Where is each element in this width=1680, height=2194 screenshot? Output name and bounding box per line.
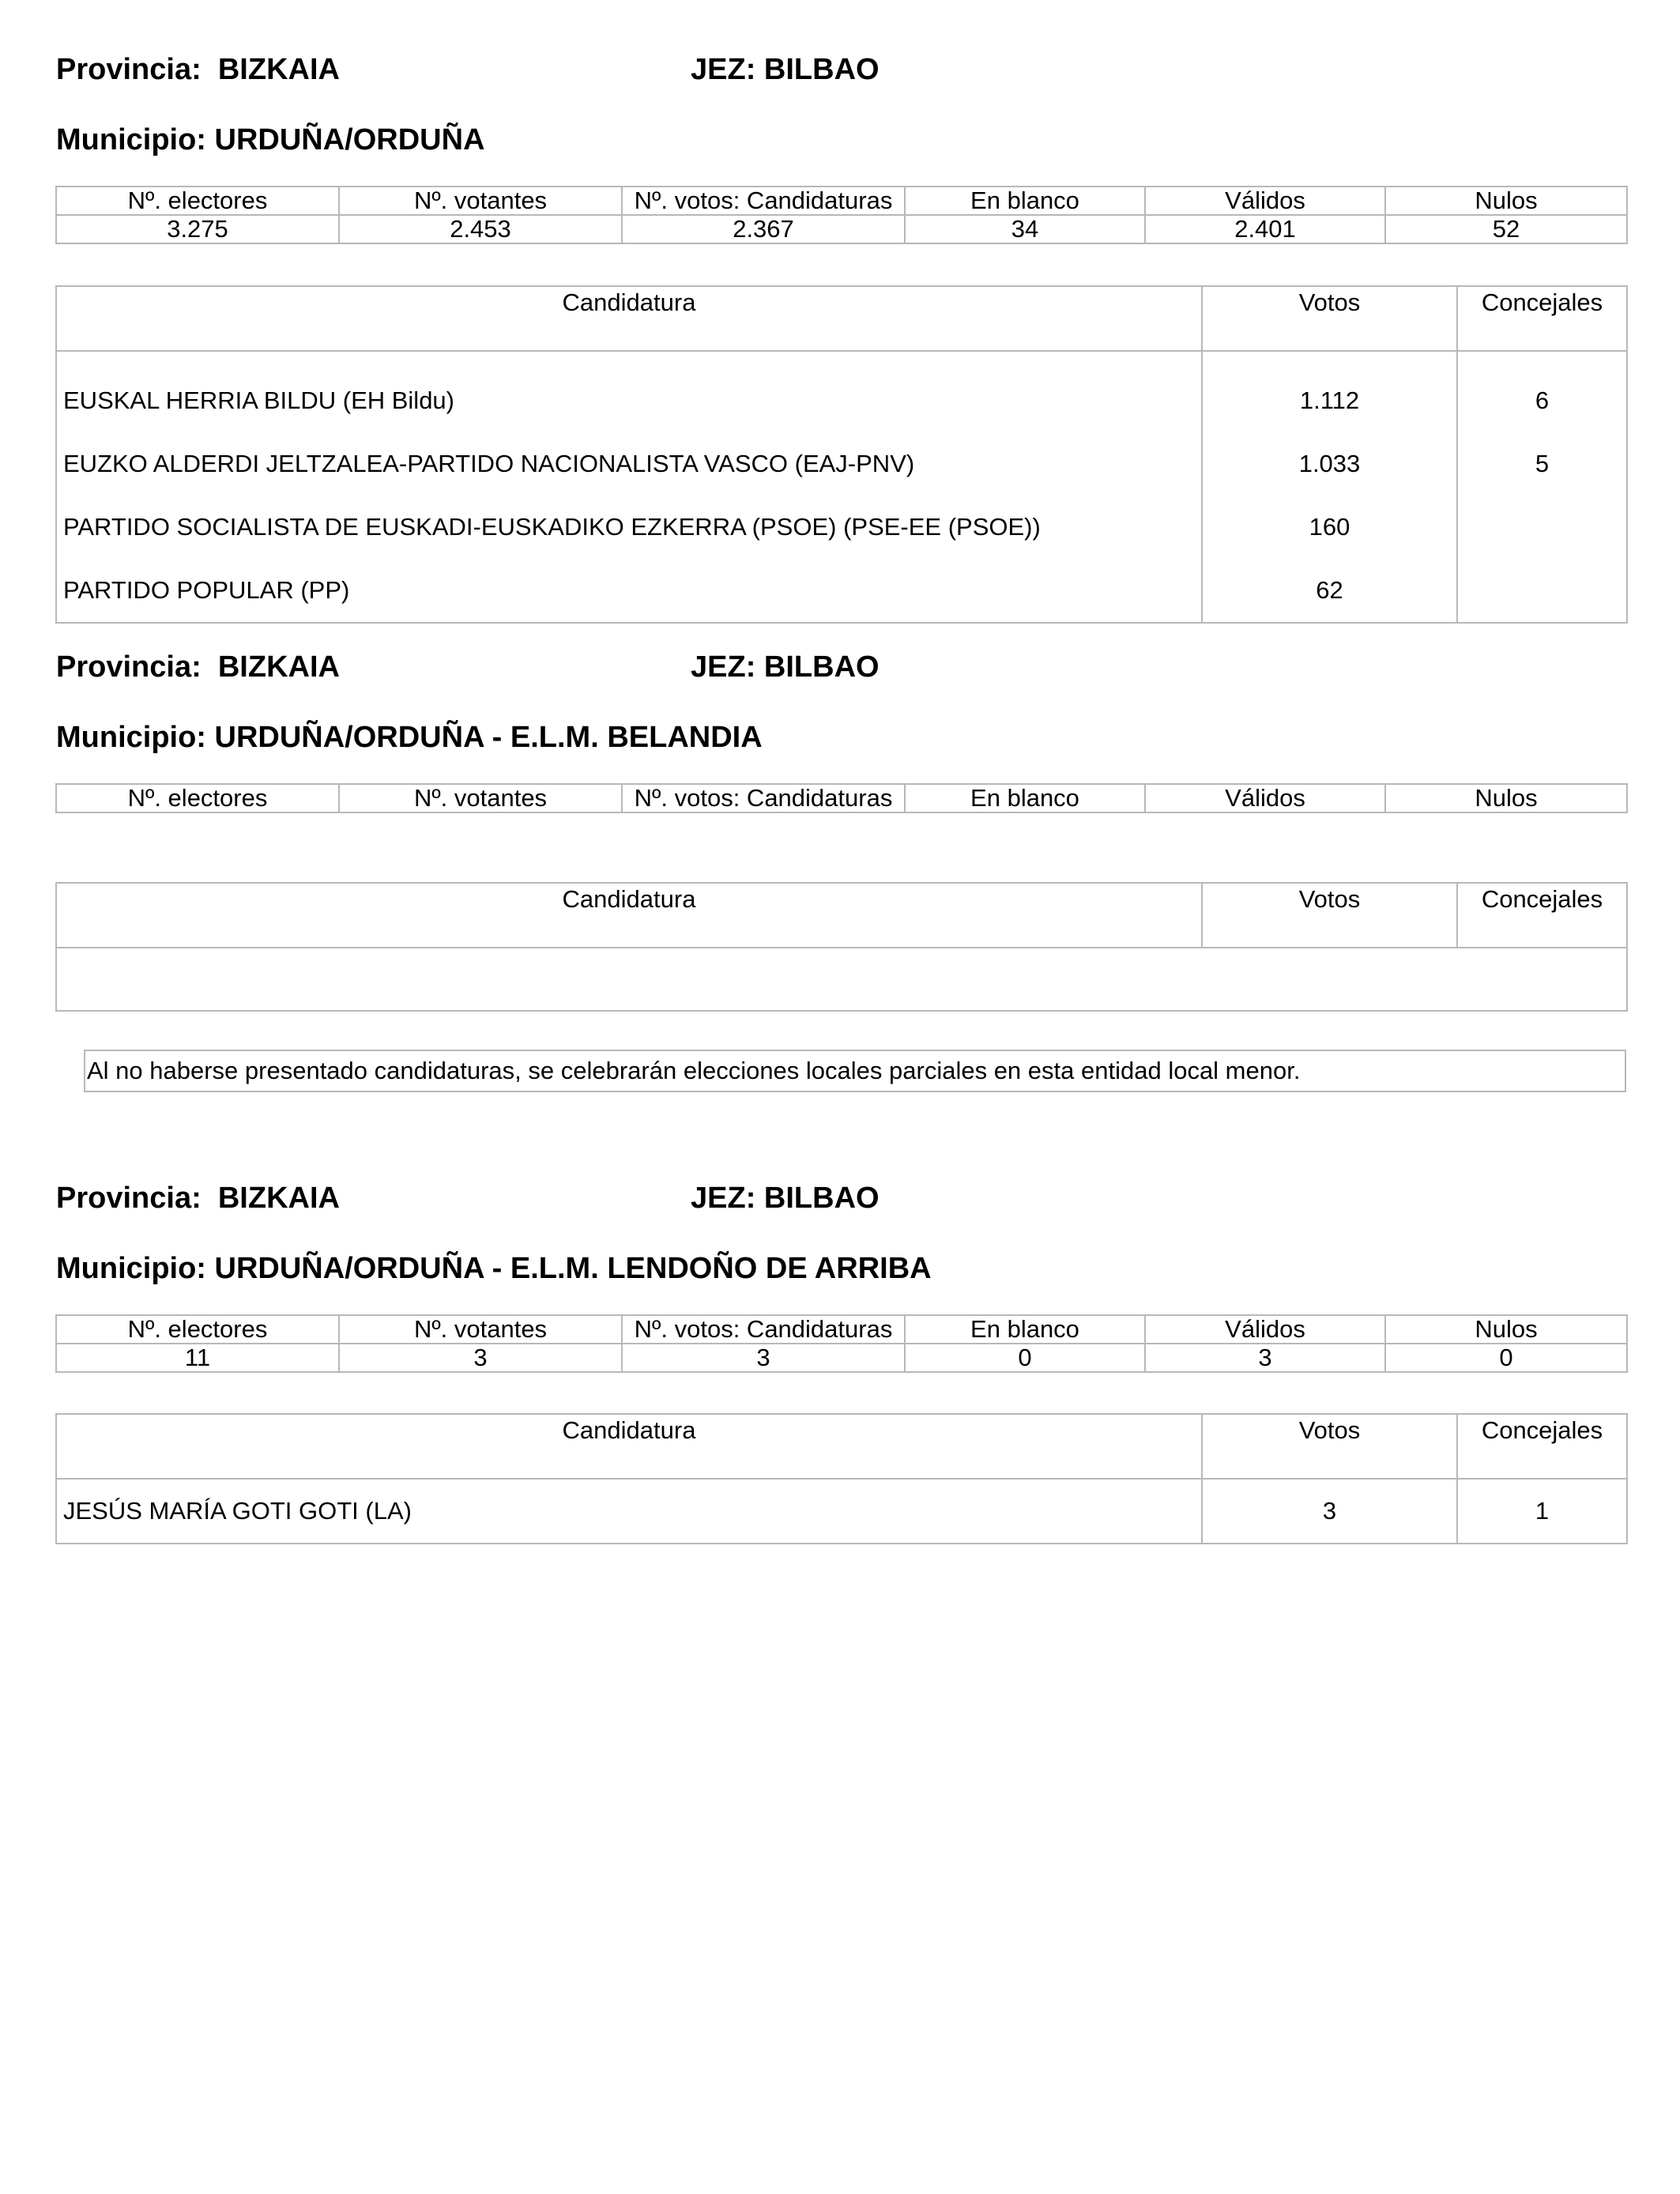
candidatura-name: PARTIDO POPULAR (PP) [56, 559, 1202, 623]
candidatura-concejales: 1 [1457, 1479, 1627, 1544]
candidatura-concejales: 6 [1457, 351, 1627, 432]
empty-cell [56, 948, 1627, 1011]
stats-header-en-blanco: En blanco [905, 784, 1145, 812]
stats-value-row [56, 1344, 1627, 1372]
stats-en-blanco: 34 [905, 215, 1145, 243]
table-row [56, 1479, 1627, 1544]
municipio-value: URDUÑA/ORDUÑA [214, 123, 485, 156]
table-row [56, 351, 1627, 432]
stats-header-validos: Válidos [1145, 1315, 1385, 1344]
stats-header-validos: Válidos [1145, 187, 1385, 215]
header-votos: Votos [1202, 286, 1457, 351]
table-row [56, 496, 1627, 559]
stats-header-votantes: Nº. votantes [339, 784, 622, 812]
stats-header-nulos: Nulos [1385, 784, 1627, 812]
candidaturas-table [55, 285, 1628, 624]
candidaturas-header-row [56, 286, 1627, 351]
stats-header-votantes: Nº. votantes [339, 1315, 622, 1344]
candidatura-concejales [1457, 496, 1627, 559]
stats-votos-candidaturas: 2.367 [622, 215, 905, 243]
candidaturas-header-row [56, 1414, 1627, 1479]
stats-en-blanco: 0 [905, 1344, 1145, 1372]
candidatura-votos: 3 [1202, 1479, 1457, 1544]
municipio-heading [56, 722, 763, 752]
municipio-value: URDUÑA/ORDUÑA - E.L.M. BELANDIA [214, 721, 763, 754]
provincia-heading [56, 55, 340, 85]
header-candidatura: Candidatura [56, 1414, 1202, 1479]
candidatura-name: JESÚS MARÍA GOTI GOTI (LA) [56, 1479, 1202, 1544]
stats-header-en-blanco: En blanco [905, 1315, 1145, 1344]
stats-nulos: 0 [1385, 1344, 1627, 1372]
stats-header-electores: Nº. electores [56, 187, 339, 215]
header-candidatura: Candidatura [56, 883, 1202, 948]
candidatura-concejales [1457, 559, 1627, 623]
stats-header-votos-candidaturas: Nº. votos: Candidaturas [622, 187, 905, 215]
stats-votantes: 3 [339, 1344, 622, 1372]
candidaturas-header-row [56, 883, 1627, 948]
no-candidaturas-note: Al no haberse presentado candidaturas, se celebrarán elecciones locales parciales en esta entidad local menor. [84, 1050, 1626, 1092]
stats-nulos: 52 [1385, 215, 1627, 243]
municipio-heading [56, 1253, 932, 1284]
stats-header-validos: Válidos [1145, 784, 1385, 812]
stats-electores: 3.275 [56, 215, 339, 243]
header-candidatura: Candidatura [56, 286, 1202, 351]
candidatura-votos: 62 [1202, 559, 1457, 623]
candidatura-votos: 160 [1202, 496, 1457, 559]
candidaturas-table [55, 882, 1628, 1012]
stats-header-row [56, 1315, 1627, 1344]
provincia-value: BIZKAIA [217, 1182, 340, 1215]
header-concejales: Concejales [1457, 1414, 1627, 1479]
provincia-label: Provincia: [56, 1182, 202, 1215]
municipio-label: Municipio: [56, 721, 206, 754]
municipio-label: Municipio: [56, 123, 206, 156]
stats-table [55, 1314, 1628, 1373]
stats-table [55, 783, 1628, 813]
stats-value-row [56, 215, 1627, 243]
stats-header-votos-candidaturas: Nº. votos: Candidaturas [622, 784, 905, 812]
stats-header-votos-candidaturas: Nº. votos: Candidaturas [622, 1315, 905, 1344]
provincia-label: Provincia: [56, 53, 202, 86]
provincia-heading [56, 652, 340, 682]
header-concejales: Concejales [1457, 286, 1627, 351]
stats-header-nulos: Nulos [1385, 1315, 1627, 1344]
table-row [56, 559, 1627, 623]
provincia-value: BIZKAIA [217, 650, 340, 684]
jez-heading [691, 1183, 880, 1213]
jez-value: BILBAO [763, 1182, 880, 1215]
candidatura-name: EUZKO ALDERDI JELTZALEA-PARTIDO NACIONALISTA VASCO (EAJ-PNV) [56, 432, 1202, 496]
table-row [56, 432, 1627, 496]
stats-votos-candidaturas: 3 [622, 1344, 905, 1372]
provincia-label: Provincia: [56, 650, 202, 684]
header-votos: Votos [1202, 1414, 1457, 1479]
candidatura-votos: 1.033 [1202, 432, 1457, 496]
stats-header-nulos: Nulos [1385, 187, 1627, 215]
stats-header-electores: Nº. electores [56, 1315, 339, 1344]
jez-value: BILBAO [763, 53, 880, 86]
stats-validos: 2.401 [1145, 215, 1385, 243]
stats-table [55, 186, 1628, 244]
stats-header-electores: Nº. electores [56, 784, 339, 812]
jez-label: JEZ: [691, 1182, 756, 1215]
provincia-heading [56, 1183, 340, 1213]
empty-row [56, 948, 1627, 1011]
jez-label: JEZ: [691, 650, 756, 684]
stats-validos: 3 [1145, 1344, 1385, 1372]
candidatura-name: EUSKAL HERRIA BILDU (EH Bildu) [56, 351, 1202, 432]
jez-value: BILBAO [763, 650, 880, 684]
stats-header-row [56, 187, 1627, 215]
municipio-label: Municipio: [56, 1252, 206, 1285]
candidatura-name: PARTIDO SOCIALISTA DE EUSKADI-EUSKADIKO EZKERRA (PSOE) (PSE-EE (PSOE)) [56, 496, 1202, 559]
jez-heading [691, 55, 880, 85]
stats-votantes: 2.453 [339, 215, 622, 243]
header-votos: Votos [1202, 883, 1457, 948]
municipio-value: URDUÑA/ORDUÑA - E.L.M. LENDOÑO DE ARRIBA [214, 1252, 932, 1285]
candidaturas-table [55, 1413, 1628, 1544]
stats-header-row [56, 784, 1627, 812]
provincia-value: BIZKAIA [217, 53, 340, 86]
candidatura-concejales: 5 [1457, 432, 1627, 496]
stats-header-votantes: Nº. votantes [339, 187, 622, 215]
stats-header-en-blanco: En blanco [905, 187, 1145, 215]
stats-electores: 11 [56, 1344, 339, 1372]
municipio-heading [56, 125, 485, 155]
jez-label: JEZ: [691, 53, 756, 86]
candidatura-votos: 1.112 [1202, 351, 1457, 432]
jez-heading [691, 652, 880, 682]
header-concejales: Concejales [1457, 883, 1627, 948]
